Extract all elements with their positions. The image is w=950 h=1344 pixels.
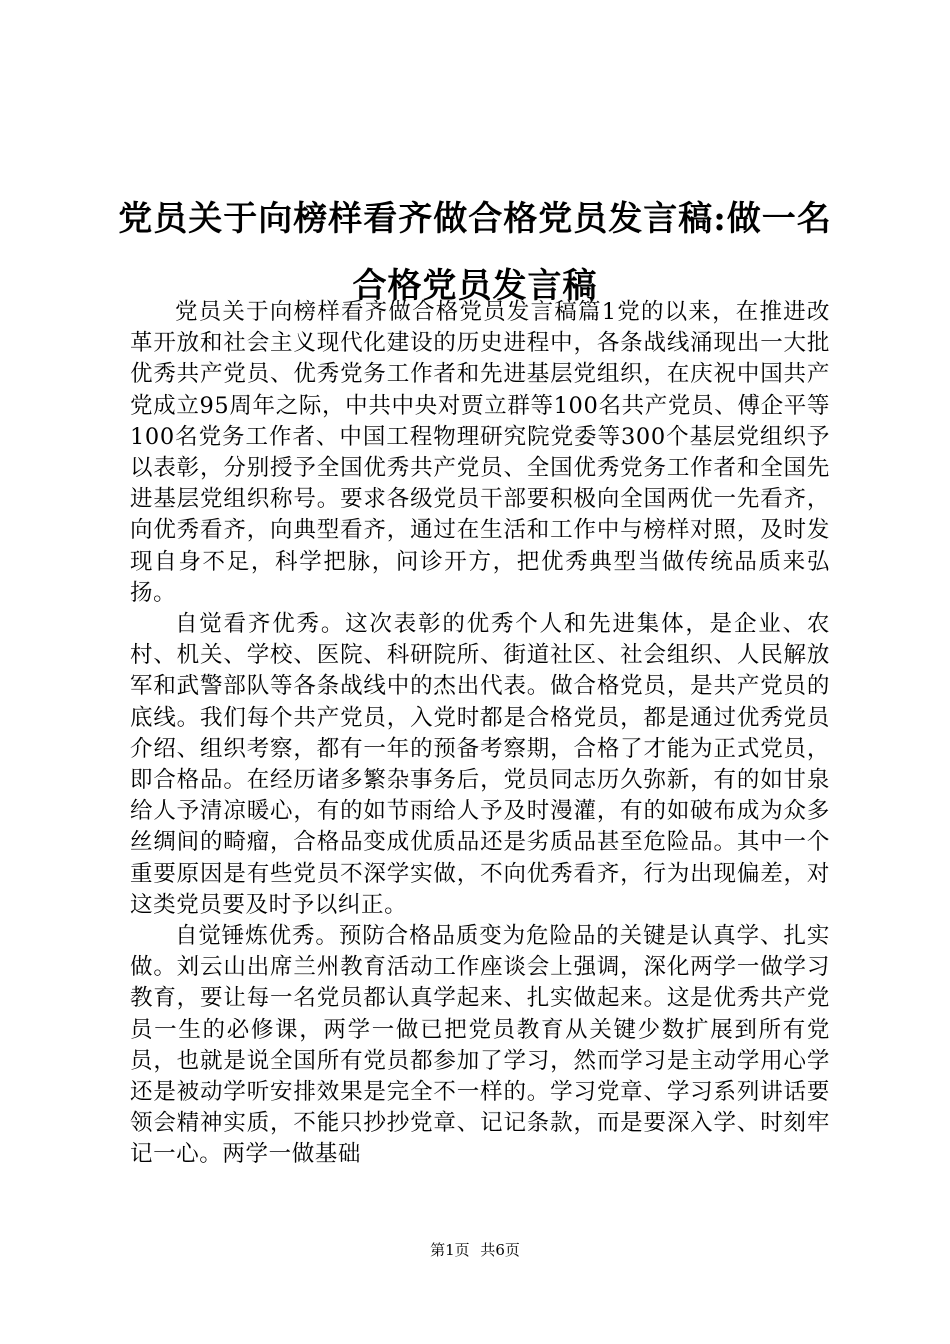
paragraph: 党员关于向榜样看齐做合格党员发言稿篇1党的以来，在推进改革开放和社会主义现代化建设的历史进程中，各条战线涌现出一大批优秀共产党员、优秀党务工作者和先进基层党组织，在庆祝中国共产党成立95周年之际，中共中央对贾立群等100名共产党员、傅企平等100名党务工作者、中国工程物理研究院党委等300个基层党组织予以表彰，分别授予全国优秀共产党员、全国优秀党务工作者和全国先进基层党组织称号。要求各级党员干部要积极向全国两优一先看齐，向优秀看齐，向典型看齐，通过在生活和工作中与榜样对照，及时发现自身不足，科学把脉，问诊开方，把优秀典型当做传统品质来弘扬。	[130, 299, 830, 606]
paragraph: 自觉看齐优秀。这次表彰的优秀个人和先进集体，是企业、农村、机关、学校、医院、科研院所、街道社区、社会组织、人民解放军和武警部队等各条战线中的杰出代表。做合格党员，是共产党员的底线。我们每个共产党员，入党时都是合格党员，都是通过优秀党员介绍、组织考察，都有一年的预备考察期，合格了才能为正式党员，即合格品。在经历诸多繁杂事务后，党员同志历久弥新，有的如甘泉给人予清凉暖心，有的如节雨给人予及时漫灌，有的如破布成为众多丝绸间的畸瘤，合格品变成优质品还是劣质品甚至危险品。其中一个重要原因是有些党员不深学实做，不向优秀看齐，行为出现偏差，对这类党员要及时予以纠正。	[130, 611, 830, 918]
paragraph: 自觉锤炼优秀。预防合格品质变为危险品的关键是认真学、扎实做。刘云山出席兰州教育活动工作座谈会上强调，深化两学一做学习教育，要让每一名党员都认真学起来、扎实做起来。这是优秀共产党员一生的必修课，两学一做已把党员教育从关键少数扩展到所有党员，也就是说全国所有党员都参加了学习，然而学习是主动学用心学还是被动学听安排效果是完全不一样的。学习党章、学习系列讲话要领会精神实质，不能只抄抄党章、记记条款，而是要深入学、时刻牢记一心。两学一做基础	[130, 923, 830, 1168]
document-title: 党员关于向榜样看齐做合格党员发言稿:做一名合格党员发言稿	[118, 199, 832, 306]
document-body	[130, 297, 830, 1171]
page-footer	[0, 1240, 950, 1260]
page-number: 第1页	[430, 1241, 470, 1259]
page-total: 共6页	[480, 1241, 520, 1259]
